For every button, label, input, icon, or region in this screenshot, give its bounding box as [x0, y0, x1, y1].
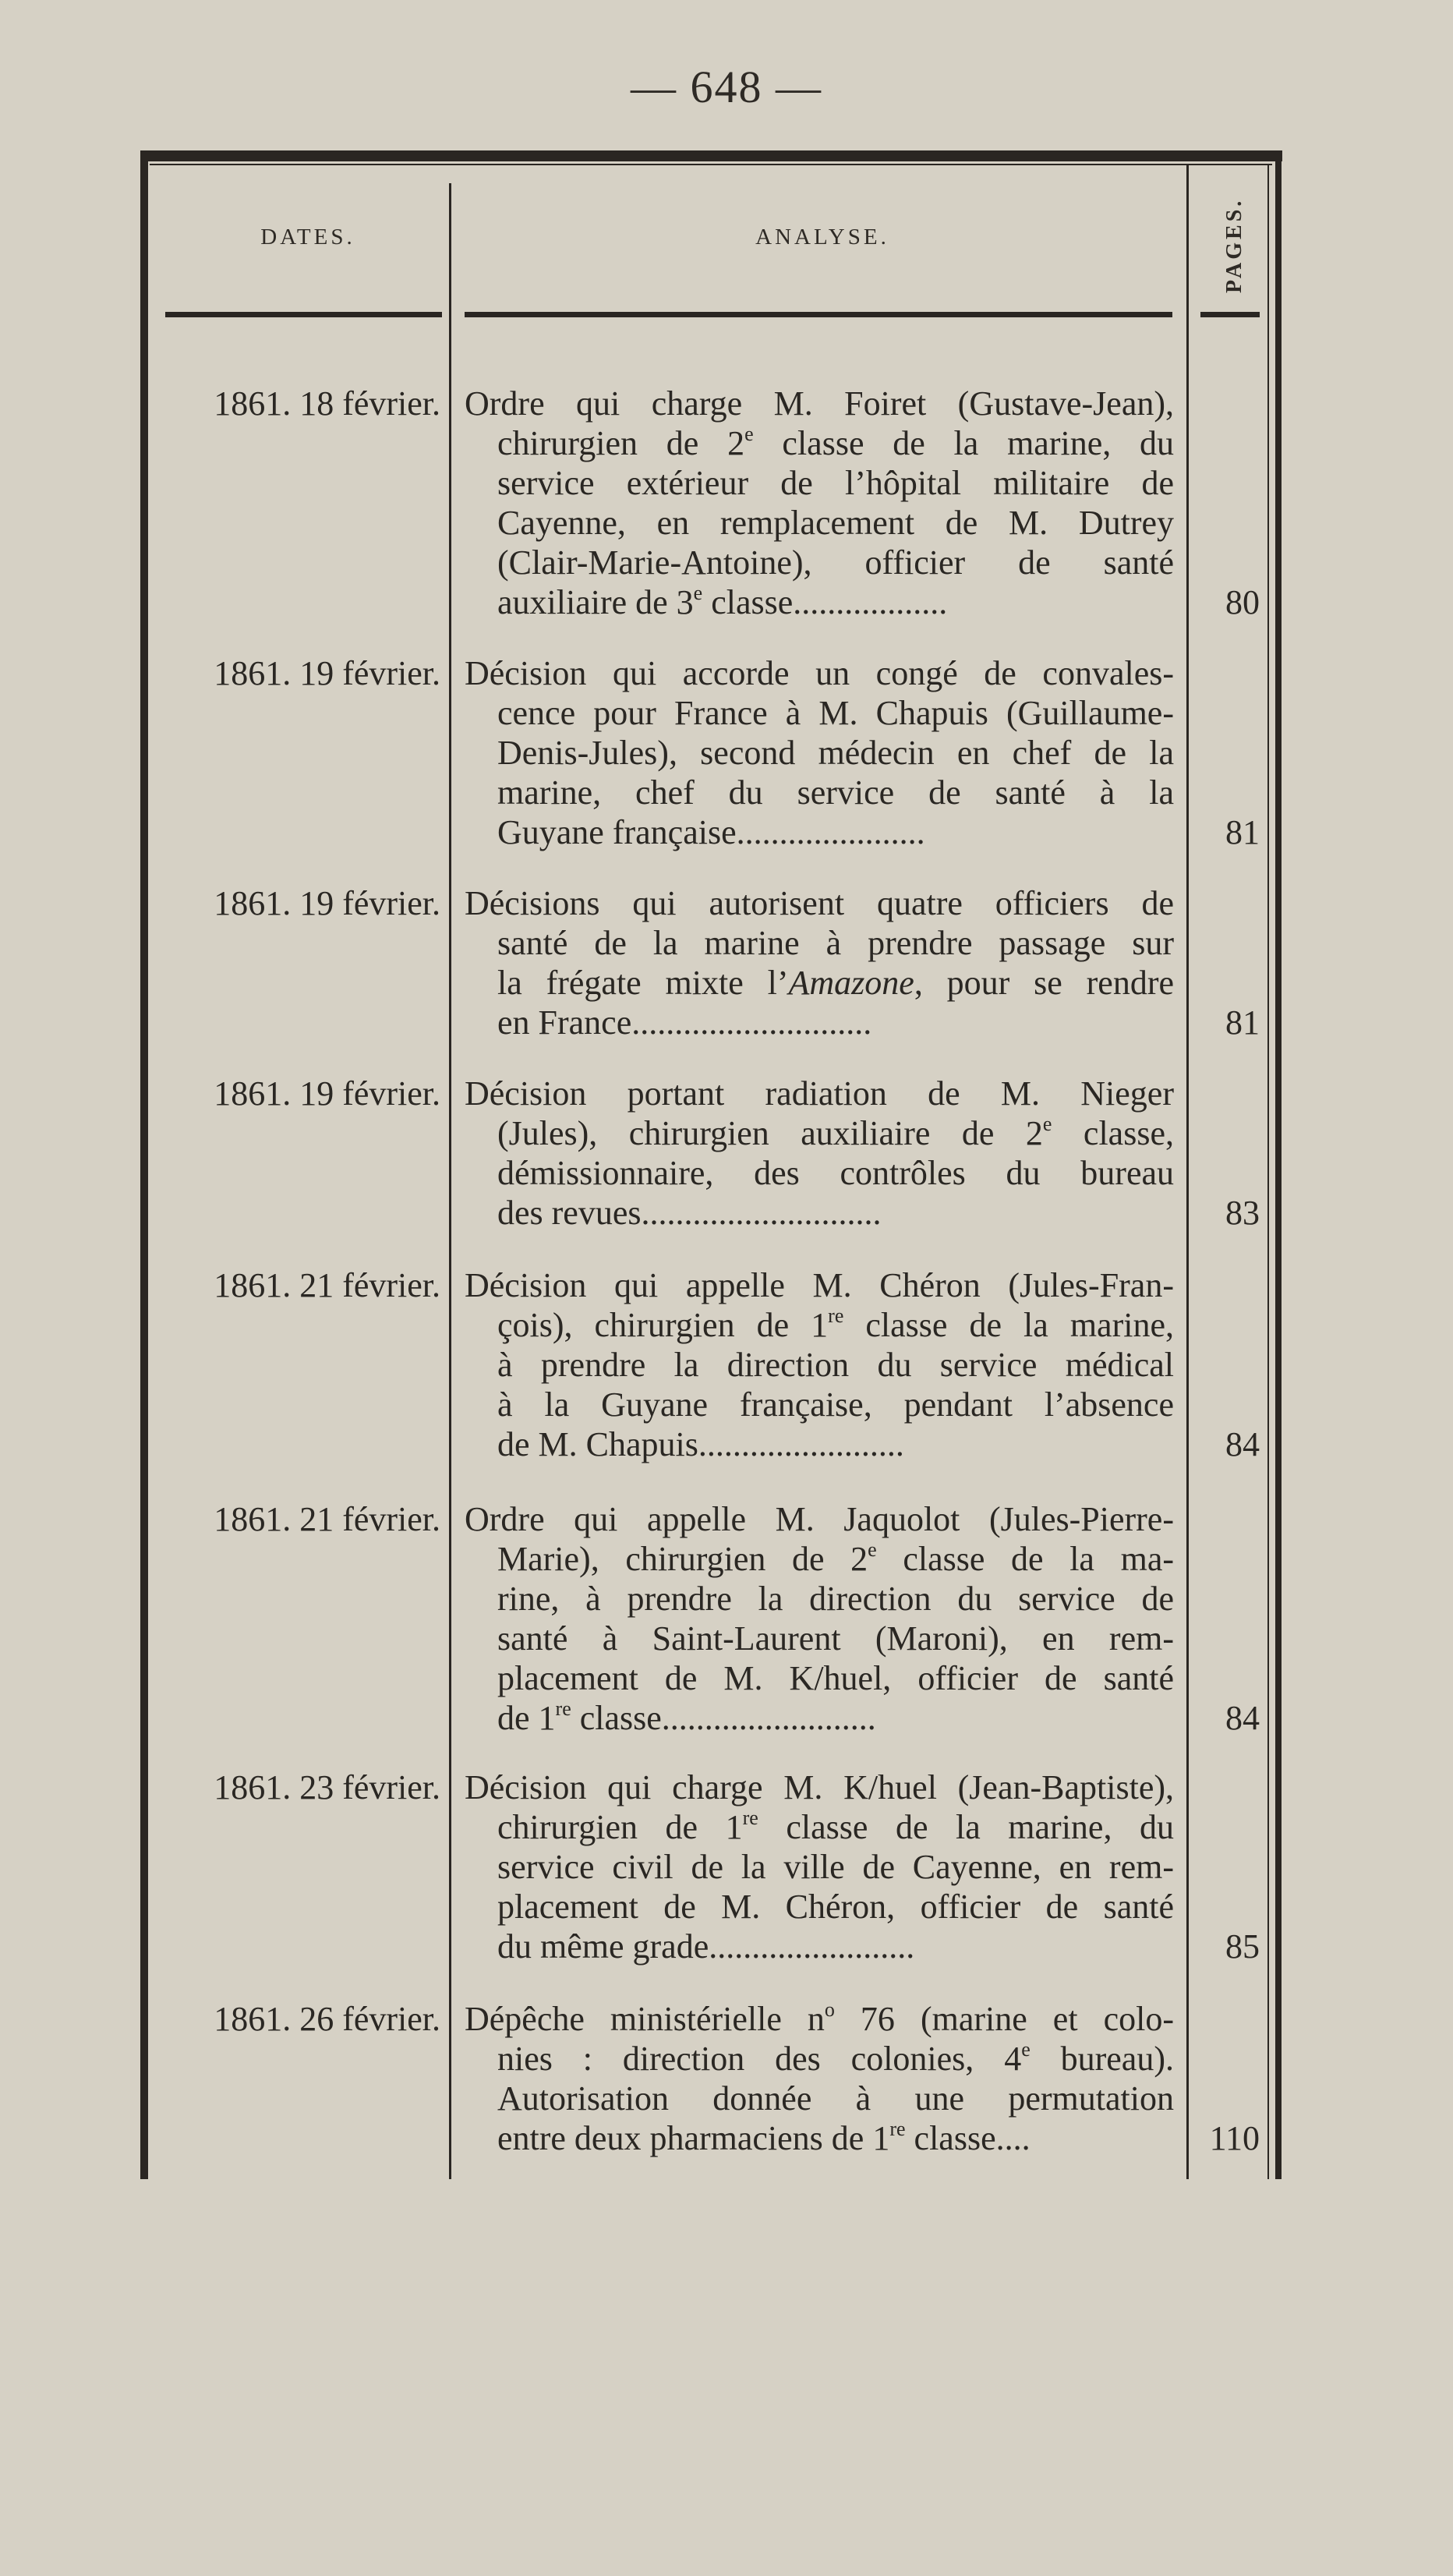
entry-analysis-line: démissionnaire, des contrôles du bureau	[497, 1154, 1174, 1192]
entry-analysis-line: chirurgien de 2e classe de la marine, du	[497, 423, 1174, 462]
entry-analysis-line: Ordre qui charge M. Foiret (Gustave-Jean),	[465, 384, 1174, 423]
entry-page-number: 83	[1225, 1194, 1260, 1232]
entry-analysis-line: Décision qui charge M. K/huel (Jean-Baptiste),	[465, 1768, 1174, 1806]
table-top-rule	[140, 150, 1282, 161]
entry-analysis-line: la frégate mixte l’Amazone, pour se rendre	[497, 964, 1175, 1002]
entry-analysis-line: nies : direction des colonies, 4e bureau).	[497, 2038, 1174, 2078]
entry-analysis-line: çois), chirurgien de 1re classe de la marine,	[497, 1304, 1174, 1344]
entry-analysis-line: santé à Saint-Laurent (Maroni), en rem-	[497, 1619, 1174, 1658]
entry-analysis-line: à prendre la direction du service médical	[497, 1346, 1174, 1384]
entry-analysis-line: Marie), chirurgien de 2e classe de la ma-	[497, 1538, 1175, 1578]
entry-date: 1861. 21 février.	[214, 1500, 440, 1538]
entry-analysis-line: Denis-Jules), second médecin en chef de la	[497, 734, 1174, 772]
entry-analysis-line: auxiliaire de 3e classe..................	[497, 582, 948, 621]
header-dates: DATES.	[260, 225, 355, 249]
entry-page-number: 80	[1225, 583, 1260, 621]
header-pages-underline	[1200, 312, 1260, 317]
entry-analysis-line: de M. Chapuis........................	[497, 1425, 904, 1463]
entry-page-number: 81	[1225, 1003, 1260, 1042]
entry-page-number: 84	[1225, 1425, 1260, 1463]
entry-analysis-line: service civil de la ville de Cayenne, en rem-	[497, 1848, 1174, 1886]
entry-page-number: 110	[1209, 2119, 1260, 2157]
entry-date: 1861. 23 février.	[214, 1768, 440, 1806]
entry-analysis-line: Décisions qui autorisent quatre officiers de	[465, 884, 1174, 922]
entry-analysis-line: service extérieur de l’hôpital militaire de	[497, 464, 1174, 502]
entry-analysis	[465, 1499, 1174, 1738]
entry-page-number: 84	[1225, 1699, 1260, 1737]
entry-analysis-line: Décision qui accorde un congé de convales-	[465, 654, 1174, 692]
entry-analysis-line: Ordre qui appelle M. Jaquolot (Jules-Pierre-	[465, 1500, 1174, 1538]
entry-analysis-line: marine, chef du service de santé à la	[497, 773, 1174, 812]
entry-analysis-line: à la Guyane française, pendant l’absence	[497, 1385, 1174, 1424]
entry-analysis-line: Décision qui appelle M. Chéron (Jules-Fran-	[465, 1266, 1174, 1304]
entry-analysis-line: chirurgien de 1re classe de la marine, du	[497, 1806, 1174, 1846]
entry-date: 1861. 18 février.	[214, 384, 440, 423]
column-divider-dates	[449, 183, 451, 2179]
entry-analysis-line: santé de la marine à prendre passage sur	[497, 924, 1174, 962]
entry-date: 1861. 21 février.	[214, 1266, 440, 1304]
entry-analysis-line: de 1re classe.........................	[497, 1697, 876, 1737]
entry-analysis-line: Autorisation donnée à une permutation	[497, 2079, 1174, 2118]
column-divider-analyse	[1186, 165, 1189, 2179]
entry-page-number: 81	[1225, 813, 1260, 851]
table-top-thin-rule	[150, 164, 1272, 165]
entry-analysis	[465, 1767, 1174, 1966]
column-divider-pages	[1267, 165, 1269, 2179]
entry-analysis-line: rine, à prendre la direction du service de	[497, 1580, 1174, 1618]
entry-analysis	[465, 883, 1174, 1042]
entry-analysis-line: des revues............................	[497, 1194, 882, 1232]
entry-analysis-line: Dépêche ministérielle $n^o$ 76 (marine et colo-	[465, 1998, 1174, 2038]
entry-date: 1861. 19 février.	[214, 884, 440, 922]
entry-analysis	[465, 653, 1174, 852]
entry-analysis-line: cence pour France à M. Chapuis (Guillaume-	[497, 694, 1174, 732]
entry-date: 1861. 26 février.	[214, 2000, 440, 2038]
entry-analysis-line: Cayenne, en remplacement de M. Dutrey	[497, 504, 1174, 542]
header-analyse-underline	[465, 312, 1172, 317]
entry-analysis-line: (Clair-Marie-Antoine), officier de santé	[497, 543, 1174, 582]
entry-analysis-line: (Jules), chirurgien auxiliaire de 2e classe,	[497, 1113, 1174, 1152]
header-dates-underline	[165, 312, 442, 317]
header-pages: PAGES.	[1222, 197, 1246, 294]
table-left-border	[140, 152, 148, 2179]
entry-analysis	[465, 1074, 1174, 1233]
entry-date: 1861. 19 février.	[214, 654, 440, 692]
entry-analysis	[465, 384, 1174, 622]
entry-analysis	[465, 1265, 1174, 1464]
entry-date: 1861. 19 février.	[214, 1074, 440, 1113]
entry-analysis-line: entre deux pharmaciens de 1re classe....	[497, 2118, 1031, 2157]
table-right-border	[1275, 152, 1282, 2179]
entry-analysis-line: Guyane française......................	[497, 813, 925, 851]
header-analyse: ANALYSE.	[755, 225, 889, 249]
entry-analysis-line: placement de M. Chéron, officier de santé	[497, 1888, 1174, 1926]
entry-page-number: 85	[1225, 1927, 1260, 1966]
entry-analysis-line: du même grade........................	[497, 1927, 915, 1966]
entry-analysis-line: placement de M. K/huel, officier de santé	[497, 1659, 1174, 1697]
entry-analysis-line: en France............................	[497, 1003, 872, 1042]
entry-analysis	[465, 1999, 1174, 2158]
entry-analysis-line: Décision portant radiation de M. Nieger	[465, 1074, 1174, 1113]
page-number: — 648 —	[631, 62, 822, 112]
